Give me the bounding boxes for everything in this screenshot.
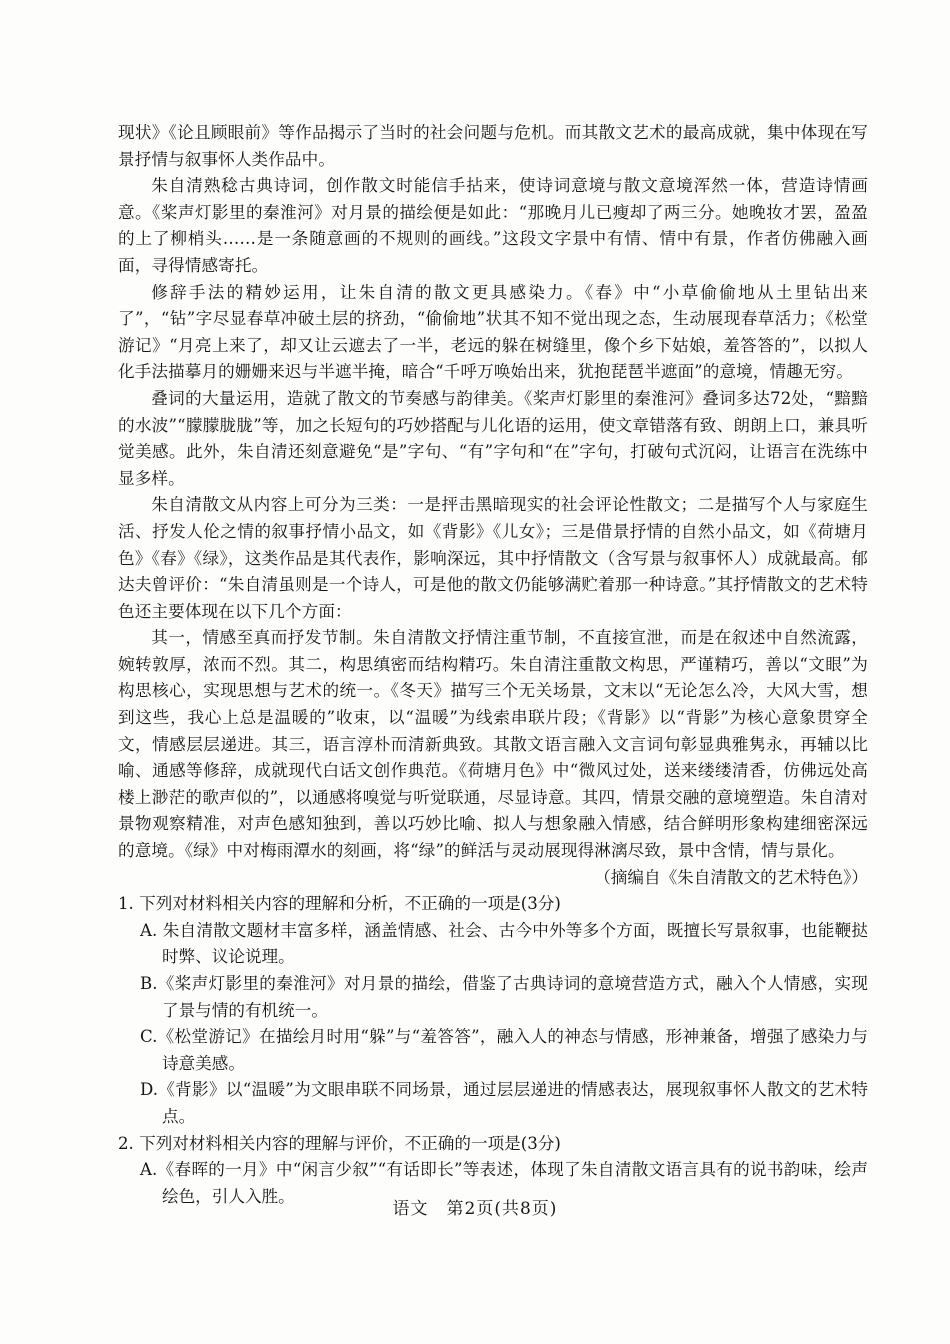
question-2-option-a: A.《春晖的一月》中“闲言少叙”“有话即长”等表述，体现了朱自清散文语言具有的说书韵味，绘声绘色，引人入胜。	[140, 1160, 868, 1206]
question-1	[118, 891, 868, 1130]
passage-paragraph-5: 朱自清散文从内容上可分为三类：一是抨击黑暗现实的社会评论性散文；二是描写个人与家庭生活、抒发人伦之情的叙事抒情小品文，如《背影》《儿女》；三是借景抒情的自然小品文，如《荷塘月色》《春》《绿》，这类作品是其代表作，影响深远，其中抒情散文（含写景与叙事怀人）成就最高。郁达夫曾评价：“朱自清虽则是一个诗人，可是他的散文仍能够满贮着那一种诗意。”其抒情散文的艺术特色还主要体现在以下几个方面：	[118, 495, 868, 621]
passage-paragraph-6: 其一，情感至真而抒发节制。朱自清散文抒情注重节制，不直接宣泄，而是在叙述中自然流露，婉转敦厚，浓而不烈。其二，构思缜密而结构精巧。朱自清注重散文构思，严谨精巧，善以“文眼”为构思核心，实现思想与艺术的统一。《冬天》描写三个无关场景，文末以“无论怎么冷，大风大雪，想到这些，我心上总是温暖的”收束，以“温暖”为线索串联片段；《背影》以“背影”为核心意象贯穿全文，情感层层递进。其三，语言淳朴而清新典致。其散文语言融入文言词句彰显典雅隽永，再辅以比喻、通感等修辞，成就现代白话文创作典范。《荷塘月色》中“微风过处，送来缕缕清香，仿佛远处高楼上渺茫的歌声似的”，以通感将嗅觉与听觉联通，尽显诗意。其四，情景交融的意境塑造。朱自清对景物观察精准，对声色感知独到，善以巧妙比喻、拟人与想象融入情感，结合鲜明形象构建细密深远的意境。《绿》中对梅雨潭水的刻画，将“绿”的鲜活与灵动展现得淋漓尽致，景中含情，情与景化。	[118, 628, 868, 861]
question-2-stem: 2. 下列对材料相关内容的理解与评价，不正确的一项是(3分)	[118, 1133, 561, 1153]
question-1-option-a: A. 朱自清散文题材丰富多样，涵盖情感、社会、古今中外等多个方面，既擅长写景叙事，也能鞭挞时弊、议论说理。	[140, 920, 868, 967]
passage-paragraph-1: 现状》《论且顾眼前》等作品揭示了当时的社会问题与危机。而其散文艺术的最高成就，集中体现在写景抒情与叙事怀人类作品中。	[118, 123, 868, 169]
page-content	[118, 120, 868, 1210]
question-1-option-b: B.《桨声灯影里的秦淮河》对月景的描绘，借鉴了古典诗词的意境营造方式，融入个人情感，实现了景与情的有机统一。	[140, 974, 868, 1020]
passage-paragraph-2: 朱自清熟稔古典诗词，创作散文时能信手拈来，使诗词意境与散文意境浑然一体，营造诗情画意。《桨声灯影里的秦淮河》对月景的描绘便是如此：“那晚月儿已瘦却了两三分。她晚妆才罢，盈盈的上了柳梢头……是一条随意画的不规则的画线。”这段文字景中有情、情中有景，作者仿佛融入画面，寻得情感寄托。	[118, 176, 868, 275]
question-1-option-d: D.《背影》以“温暖”为文眼串联不同场景，通过层层递进的情感表达，展现叙事怀人散文的艺术特点。	[140, 1080, 868, 1126]
question-1-stem: 1. 下列对材料相关内容的理解和分析，不正确的一项是(3分)	[118, 894, 561, 914]
page-footer: 语文 第2页(共8页)	[392, 1199, 558, 1219]
question-1-option-c: C.《松堂游记》在描绘月时用“躲”与“羞答答”，融入人的神态与情感，形神兼备，增强了感染力与诗意美感。	[140, 1027, 868, 1073]
passage-paragraph-4: 叠词的大量运用，造就了散文的节奏感与韵律美。《桨声灯影里的秦淮河》叠词多达72处，“黯黯的水波”“朦朦胧胧”等，加之长短句的巧妙搭配与儿化语的运用，使文章错落有致、朗朗上口，兼具听觉美感。此外，朱自清还刻意避免“是”字句、“有”字句和“在”字句，打破句式沉闷，让语言在洗练中显多样。	[118, 388, 868, 488]
source-citation: （摘编自《朱自清散文的艺术特色》）	[594, 867, 868, 887]
passage-paragraph-3: 修辞手法的精妙运用，让朱自清的散文更具感染力。《春》中“小草偷偷地从土里钻出来了”，“钻”字尽显春草冲破土层的挤劲，“偷偷地”状其不知不觉出现之态，生动展现春草活力；《松堂游记》“月亮上来了，却又让云遮去了一半，老远的躲在树缝里，像个乡下姑娘，羞答答的”，以拟人化手法描摹月的姗姗来迟与半遮半掩，暗合“千呼万唤始出来，犹抱琵琶半遮面”的意境，情趣无穷。	[118, 282, 868, 382]
question-1-options	[118, 918, 868, 1131]
